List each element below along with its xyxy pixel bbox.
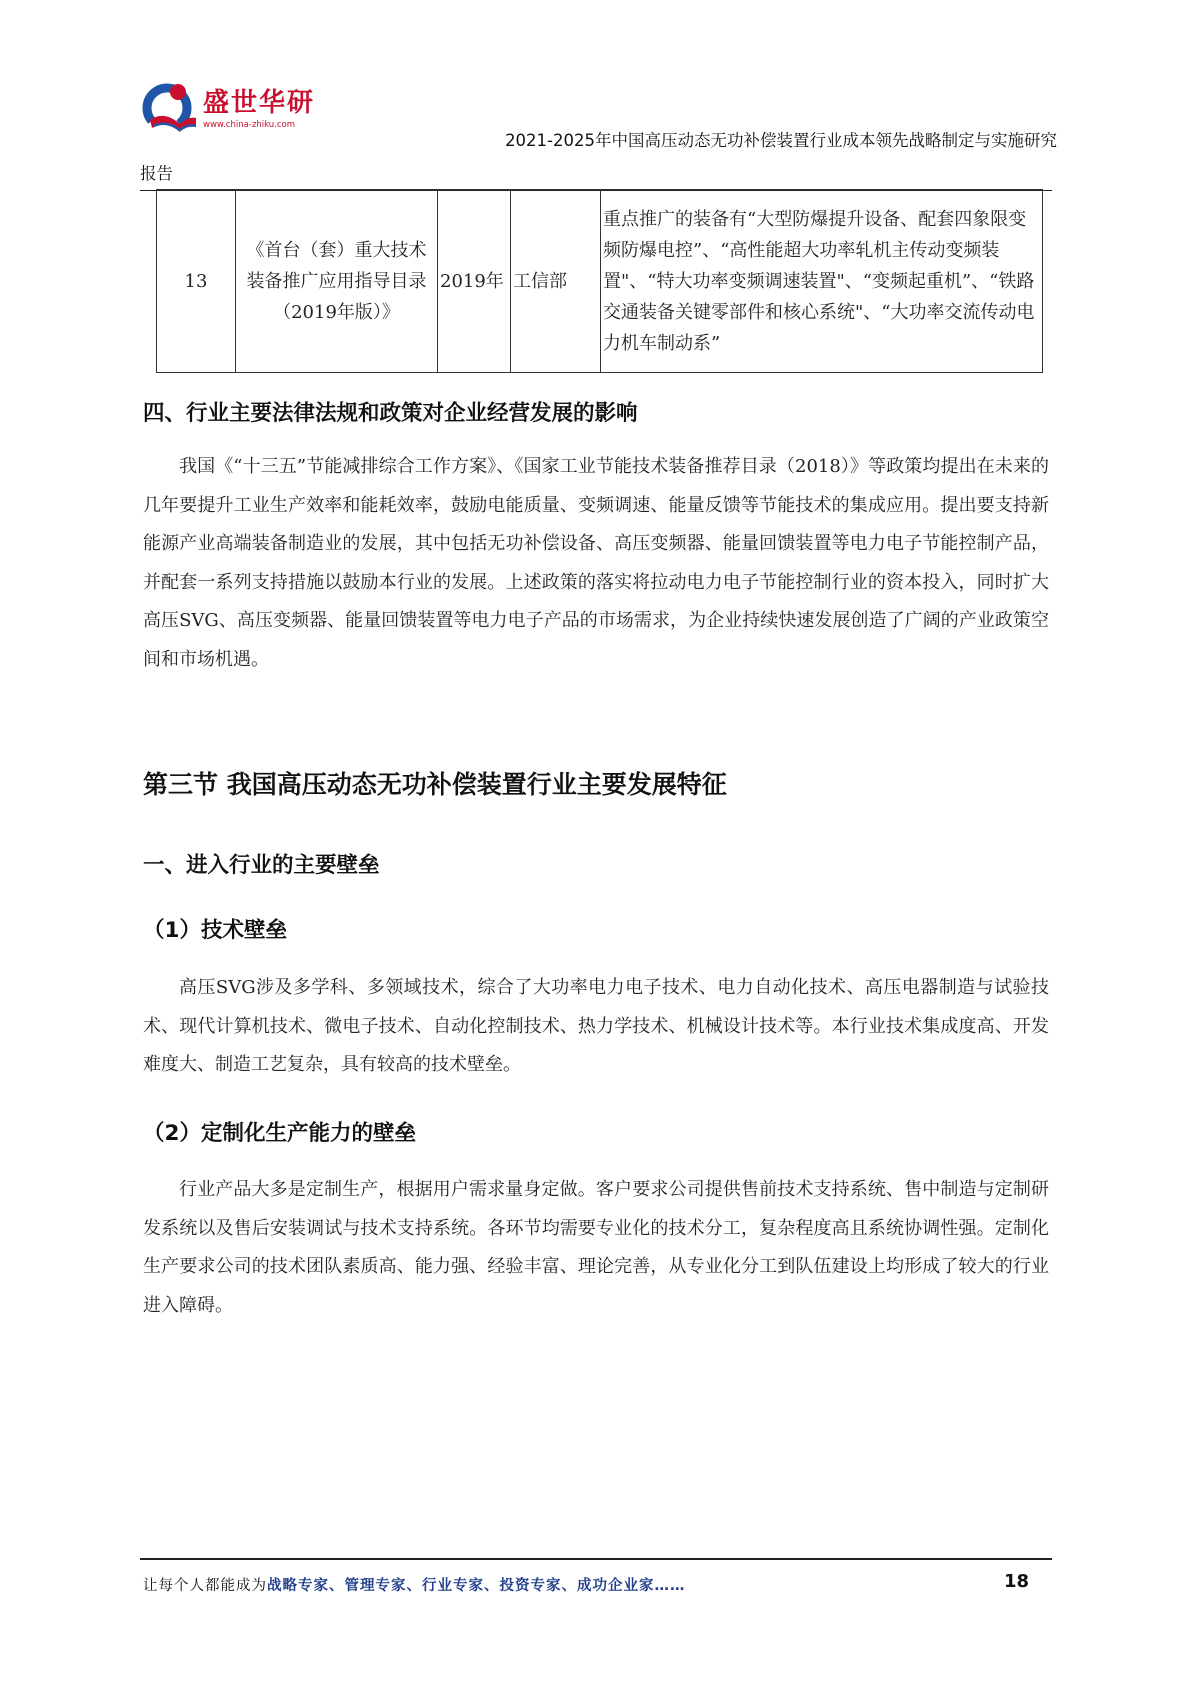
footer-slogan — [143, 1574, 686, 1595]
policy-content: 重点推广的装备有“大型防爆提升设备、配套四象限变频防爆电控”、“高性能超大功率轧机主传动变频装置"、“特大功率变频调速装置"、“变频起重机”、“铁路交通装备关键零部件和核心系统"、“大功率交流传动电力机车制动系” — [601, 190, 1043, 373]
footer-divider — [140, 1558, 1052, 1560]
custom-barrier-heading: （2）定制化生产能力的壁垒 — [143, 1121, 416, 1146]
page-number: 18 — [1004, 1571, 1030, 1592]
policy-year: 2019年 — [438, 190, 511, 373]
tech-barrier-heading: （1）技术壁垒 — [143, 918, 287, 943]
report-title: 2021-2025年中国高压动态无功补偿装置行业成本领先战略制定与实施研究 — [505, 131, 1057, 150]
issuing-department: 工信部 — [511, 190, 601, 373]
section-heading: 四、行业主要法律法规和政策对企业经营发展的影响 — [143, 401, 638, 426]
logo-name: 盛世华研 — [203, 88, 316, 118]
body-paragraph: 高压SVG涉及多学科、多领域技术，综合了大功率电力电子技术、电力自动化技术、高压电器制造与试验技术、现代计算机技术、微电子技术、自动化控制技术、热力学技术、机械设计技术等。本行业技术集成度高、开发难度大、制造工艺复杂，具有较高的技术壁垒。 — [143, 977, 1049, 1075]
body-paragraph: 行业产品大多是定制生产，根据用户需求量身定做。客户要求公司提供售前技术支持系统、售中制造与定制研发系统以及售后安装调试与技术支持系统。各环节均需要专业化的技术分工，复杂程度高且系统协调性强。定制化生产要求公司的技术团队素质高、能力强、经验丰富、理论完善，从专业化分工到队伍建设上均形成了较大的行业进入障碍。 — [143, 1179, 1049, 1316]
table-row — [157, 190, 1043, 373]
logo-emblem-icon — [140, 80, 202, 142]
body-paragraph: 我国《“十三五”节能减排综合工作方案》、《国家工业节能技术装备推荐目录（2018）》等政策均提出在未来的几年要提升工业生产效率和能耗效率，鼓励电能质量、变频调速、能量反馈等节能技术的集成应用。提出要支持新能源产业高端装备制造业的发展，其中包括无功补偿设备、高压变频器、能量回馈装置等电力电子节能控制产品，并配套一系列支持措施以鼓励本行业的发展。上述政策的落实将拉动电力电子节能控制行业的资本投入，同时扩大高压SVG、高压变频器、能量回馈装置等电力电子产品的市场需求，为企业持续快速发展创造了广阔的产业政策空间和市场机遇。 — [143, 456, 1049, 670]
subsection-heading: 一、进入行业的主要壁垒 — [143, 853, 380, 878]
policy-name: 《首台（套）重大技术装备推广应用指导目录（2019年版）》 — [236, 190, 438, 373]
chapter-heading: 第三节 我国高压动态无功补偿装置行业主要发展特征 — [143, 770, 727, 799]
company-logo — [140, 80, 316, 150]
footer-slogan-prefix: 让每个人都能成为 — [143, 1578, 267, 1594]
report-title-continued: 报告 — [140, 164, 173, 183]
row-number: 13 — [157, 190, 236, 373]
logo-url: www.china-zhiku.com — [203, 120, 295, 130]
policy-table — [156, 189, 1043, 373]
footer-slogan-roles: 战略专家、管理专家、行业专家、投资专家、成功企业家…… — [267, 1578, 686, 1594]
